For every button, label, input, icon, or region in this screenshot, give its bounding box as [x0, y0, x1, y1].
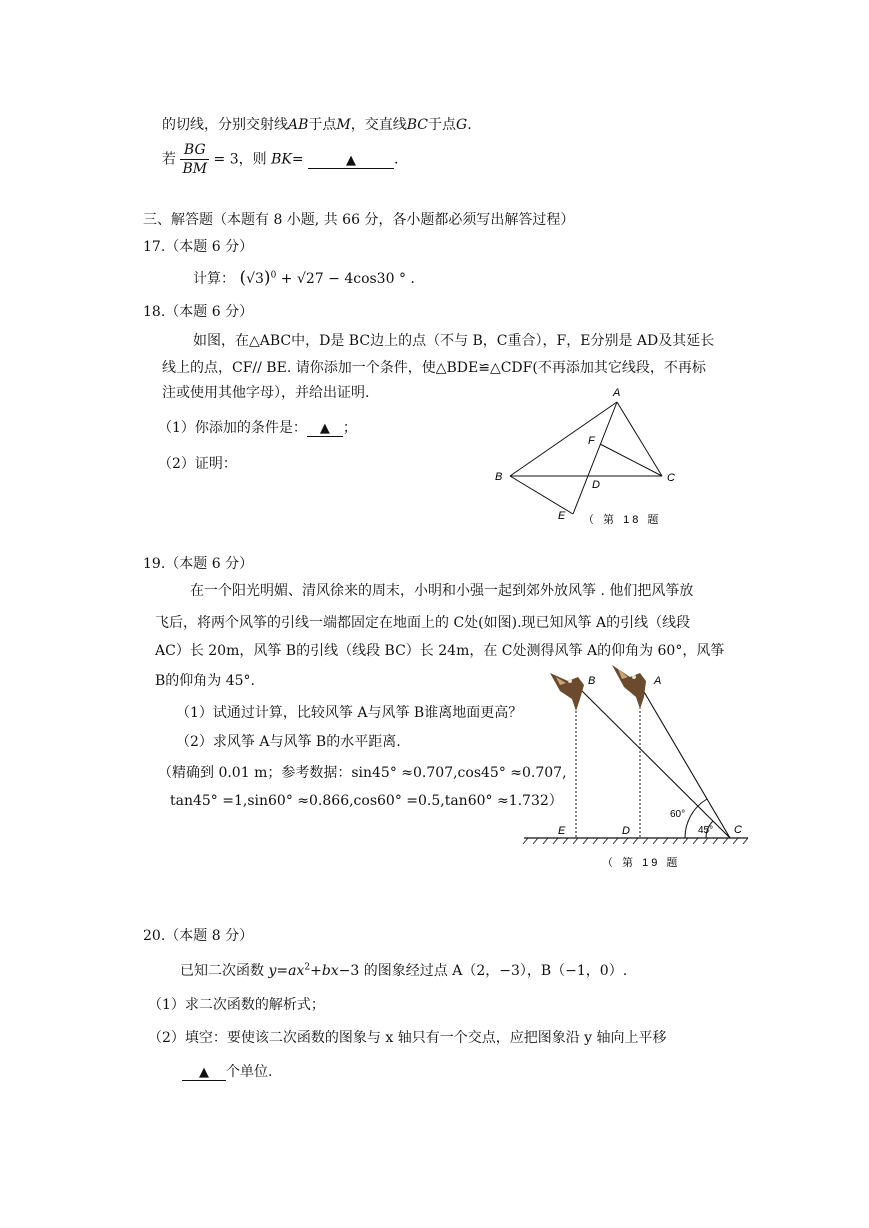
q19-line1: 在一个阳光明媚、清风徐来的周末，小明和小强一起到郊外放风筝 . 他们把风筝放 [190, 583, 694, 599]
q18-triangle-figure [490, 382, 680, 532]
point-label-c: C [734, 824, 742, 836]
segment-ae [573, 402, 617, 514]
angle-label-60: 60° [670, 809, 686, 820]
q20-sub2-answer: ▲ 个单位. [182, 1061, 272, 1081]
section-3-title: 三、解答题（本题有 8 小题, 共 66 分，各小题都必须写出解答过程） [143, 212, 575, 228]
q20-sub1: （1）求二次函数的解析式； [148, 997, 325, 1013]
point-label-a: A [613, 387, 621, 399]
q18-line3: 注或使用其他字母），并给出证明. [162, 385, 370, 401]
point-label-f: F [588, 435, 595, 447]
point-label-d: D [592, 479, 600, 491]
q19-reference-1: （精确到 0.01 m；参考数据：sin45° ≈0.707,cos45° ≈0.707, [158, 765, 567, 781]
point-label-d: D [622, 825, 630, 837]
q17-header: 17.（本题 6 分） [143, 239, 254, 255]
point-label-c: C [667, 472, 675, 484]
q18-answer-blank: ▲ [307, 420, 343, 437]
q19-figure-caption: （ 第 19 题 [602, 857, 681, 869]
q18-line1: 如图，在△ABC中，D是 BC边上的点（不与 B，C重合），F，E分别是 AD及其延长 [193, 333, 715, 349]
q19-line3: AC）长 20m，风筝 B的引线（线段 BC）长 24m，在 C处测得风筝 A的仰角为 60°，风筝 [155, 643, 725, 659]
q19-reference-2: tan45° =1,sin60° ≈0.866,cos60° =0.5,tan60° ≈1.732） [170, 793, 563, 809]
q20-header: 20.（本题 8 分） [143, 928, 254, 944]
q19-header: 19.（本题 6 分） [143, 556, 254, 572]
q18-sub2: （2）证明： [158, 456, 237, 472]
q16-line1: 的切线，分别交射线AB于点M，交直线BC于点G. [162, 117, 472, 133]
q18-header: 18.（本题 6 分） [143, 304, 254, 320]
point-label-e: E [558, 510, 566, 522]
q19-sub2: （2）求风筝 A与风筝 B的水平距离. [176, 734, 401, 750]
q18-sub1: （1）你添加的条件是： ▲ ； [158, 420, 357, 436]
q19-line2: 飞后，将两个风筝的引线一端都固定在地面上的 C处(如图).现已知风筝 A的引线（线段 [155, 615, 691, 631]
q19-line4: B的仰角为 45°. [155, 673, 256, 689]
q16-condition: 若 $\frac{BG}{BM}$ = 3，则 BK= ▲ . [162, 142, 399, 177]
segment-be [510, 476, 573, 514]
kite-a-icon [612, 665, 646, 709]
point-label-e: E [558, 825, 566, 837]
q20-answer-blank: ▲ [182, 1064, 226, 1081]
ground-hatching [523, 838, 748, 844]
q17-expression: 计算： $(√3)^0 + √27 - 4\cos 30$ ° . [193, 268, 415, 288]
q19-kite-figure [520, 655, 760, 870]
q16-fraction: $\frac{BG}{BM}$ [182, 142, 208, 177]
q19-sub1: （1）试通过计算，比较风筝 A与风筝 B谁离地面更高？ [176, 705, 523, 721]
q16-answer-blank: ▲ [308, 152, 394, 169]
kite-b-icon [550, 673, 584, 711]
q18-line2: 线上的点，CF// BE. 请你添加一个条件，使△BDE≌△CDF(不再添加其它线段，不再标 [162, 360, 706, 376]
angle-label-45: 45° [698, 825, 714, 836]
segment-ab [510, 402, 617, 476]
point-label-b: B [495, 471, 503, 483]
q18-figure-caption: （ 第 18 题 [583, 514, 662, 526]
point-label-a: A [654, 675, 662, 687]
q20-sub2: （2）填空：要使该二次函数的图象与 x 轴只有一个交点，应把图象沿 y 轴向上平移 [148, 1030, 667, 1046]
q20-stem: 已知二次函数 $y=ax^2+bx-3$ 的图象经过点 A（2，−3），B（−1，0）. [180, 962, 628, 979]
point-label-b: B [588, 675, 596, 687]
